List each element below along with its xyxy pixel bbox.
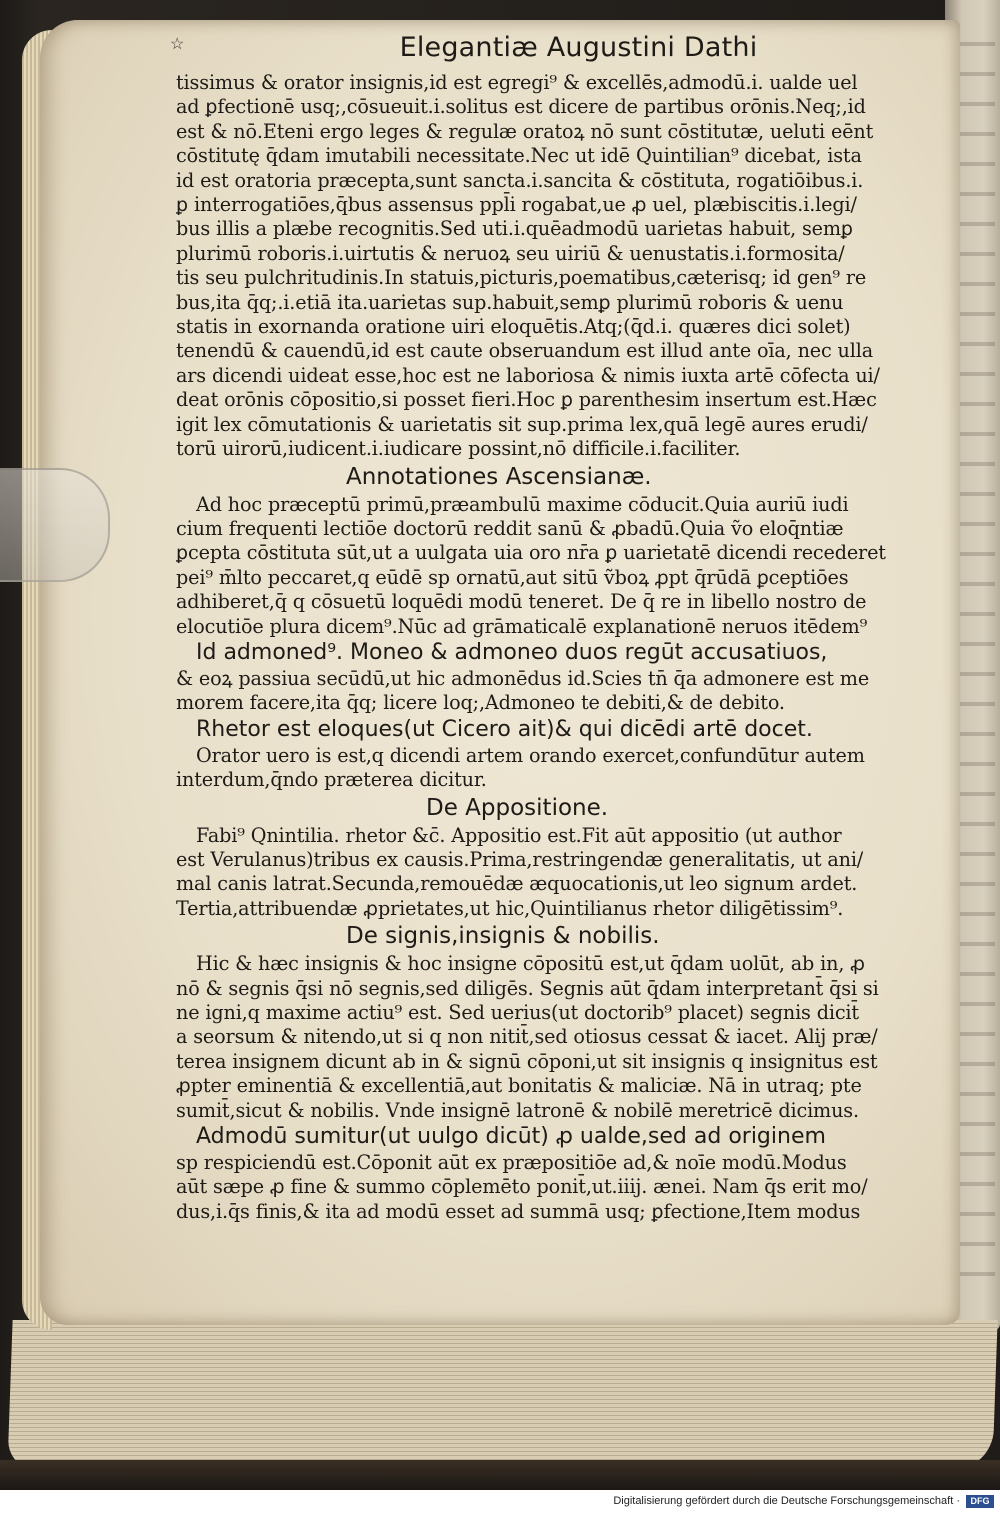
commentary-section xyxy=(176,71,921,462)
text-line: morem facere,ita q̄q; licere loq;,Admoneo te debiti,& de debito. xyxy=(176,691,785,715)
text-line: interdum,q̄ndo præterea dicitur. xyxy=(176,768,487,792)
text-line: elocutiōe plura dicem⁹.Nūc ad grāmaticalē explanationē neruos itēdem⁹ xyxy=(176,614,868,638)
text-line: ꝑcepta cōstituta sūt,ut a uulgata uia oro nr̄a ꝑ uarietatē dicendi recederet xyxy=(176,541,886,565)
text-line: adhiberet,q̄ q cōsuetū loquēdi modū teneret. De q̄ re in libello nostro de xyxy=(176,590,867,614)
facing-page-text-fragments xyxy=(955,20,995,1300)
book-shadow xyxy=(0,1460,1000,1490)
lemma-line: Admodū sumitur(ut uulgo dicūt) ꝓ ualde,sed ad originem xyxy=(196,1124,826,1150)
text-line: ad ꝑfectionē usq;,cōsueuit.i.solitus est dicere de partibus orōnis.Neq;,id xyxy=(176,95,866,119)
section-heading: De Appositione. xyxy=(426,794,609,821)
text-line: Ad hoc præceptū primū,præambulū maxime cōducit.Quia auriū iudi xyxy=(196,492,849,516)
text-line: terea insignem dicunt ab in & signū cōponi,ut sit insignis q insignitus est xyxy=(176,1049,878,1073)
text-line: pei⁹ m̄lto peccaret,q eūdē sp ornatū,aut sitū ṽboꝝ ꝓpt q̄rūdā ꝑceptiōes xyxy=(176,565,849,589)
text-line: tissimus & orator insignis,id est egregi⁹ & excellēs,admodū.i. ualde uel xyxy=(176,71,858,94)
lemma-line: Id admoned⁹. Moneo & admoneo duos regūt accusatiuos, xyxy=(196,639,828,665)
section-heading: De signis,insignis & nobilis. xyxy=(346,923,660,950)
text-line: est & nō.Eteni ergo leges & regulæ oratoꝝ nō sunt cōstitutæ, ueluti eēnt xyxy=(176,119,874,143)
dfg-logo: DFG xyxy=(966,1495,994,1508)
annotations-section xyxy=(176,493,921,639)
text-line: deat orōnis cōpositio,si posset fieri.Hoc ꝑ parenthesim insertum est.Hæc xyxy=(176,388,877,412)
page-text xyxy=(176,28,921,1224)
text-line: sumit̄,sicut & nobilis. Vnde insignē latronē & nobilē meretricē dicimus. xyxy=(176,1098,859,1122)
book-page-block xyxy=(7,1320,997,1470)
text-line: a seorsum & nitendo,ut si q non nitit̄,sed otiosus cessat & iacet. Alij præ/ xyxy=(176,1025,878,1049)
text-line: aūt sæpe ꝓ fine & summo cōplemēto ponit̄,ut.iiij. ænei. Nam q̄s erit mo/ xyxy=(176,1175,868,1199)
text-line: tenendū & cauendū,id est caute obseruandum est illud ante oīa, nec ulla xyxy=(176,339,874,363)
text-line: cium frequenti lectiōe doctorū reddit sanū & ꝓbadū.Quia ṽo eloq̄ntiæ xyxy=(176,516,844,540)
text-line: mal canis latrat.Secunda,remouēdæ æquocationis,ut leo signum ardet. xyxy=(176,872,858,896)
text-line: nō & segnis q̄si nō segnis,sed diligēs. Segnis aūt q̄dam interpretant̄ q̄si si xyxy=(176,976,879,1000)
text-line: torū uirorū,iudicent.i.iudicare possint,nō difficile.i.faciliter. xyxy=(176,437,741,461)
text-line: bus illis a plæbe recognitis.Sed uti.i.quēadmodū uarietas habuit, semꝑ xyxy=(176,217,853,241)
text-line: & eoꝝ passiua secūdū,ut hic admonēdus id.Scies tn̄ q̄a admonere est me xyxy=(176,666,870,690)
printer-mark: ☆ xyxy=(170,34,185,53)
text-line: ne igni,q maxime actiu⁹ est. Sed uerius(ut doctorib⁹ placet) segnis dicit̄ xyxy=(176,1001,859,1024)
text-line: plurimū roboris.i.uirtutis & neruoꝝ seu uiriū & uenustatis.i.formosita/ xyxy=(176,241,845,265)
text-line: statis in exornanda oratione uiri eloquētis.Atq;(q̄d.i. quæres dici solet) xyxy=(176,315,851,339)
text-line: ꝑ interrogatiōes,q̄bus assensus ppl̄i rogabat,ue ꝓ uel, plæbiscitis.i.legi/ xyxy=(176,193,857,217)
text-line: igit lex cōmutationis & uarietatis sit sup.prima lex,quā legē aures erudi/ xyxy=(176,412,868,436)
text-line: Orator uero is est,q dicendi artem orando exercet,confundūtur autem xyxy=(196,743,865,767)
lemma-line: Rhetor est eloques(ut Cicero ait)& qui dicēdi artē docet. xyxy=(196,716,813,742)
text-line: est Verulanus)tribus ex causis.Prima,restringendæ generalitatis, ut ani/ xyxy=(176,847,864,871)
funding-credit: Digitalisierung gefördert durch die Deutsche Forschungsgemeinschaft · xyxy=(613,1495,960,1507)
running-head: Elegantiæ Augustini Dathi xyxy=(399,32,758,63)
text-line: sp respiciendū est.Cōponit aūt ex præpositiōe ad,& noīe modū.Modus xyxy=(176,1151,847,1175)
text-line: cōstitutę q̄dam imutabili necessitate.Nec ut idē Quintilian⁹ dicebat, ista xyxy=(176,144,862,168)
section-heading: Annotationes Ascensianæ. xyxy=(346,463,652,490)
text-line: bus,ita q̄q;.i.etiā ita.uarietas sup.habuit,semꝑ plurimū roboris & uenu xyxy=(176,290,844,314)
text-line: ꝓpter eminentiā & excellentiā,aut bonitatis & maliciæ. Nā in utraq; pte xyxy=(176,1074,862,1098)
page-clip xyxy=(0,468,110,582)
text-line: dus,i.q̄s finis,& ita ad modū esset ad summā usq; ꝑfectione,Item modus xyxy=(176,1199,861,1223)
text-line: Hic & hæc insignis & hoc insigne cōpositū est,ut q̄dam uolūt, ab in, ꝓ xyxy=(196,952,865,976)
text-line: ars dicendi uideat esse,hoc est ne laboriosa & nimis iuxta artē cōfecta ui/ xyxy=(176,363,880,387)
text-line: Fabi⁹ Qnintilia. rhetor &c̄. Appositio est.Fit aūt appositio (ut author xyxy=(196,823,842,847)
text-line: tis seu pulchritudinis.In statuis,picturis,poematibus,cæterisq; id gen⁹ re xyxy=(176,266,867,290)
text-line: Tertia,attribuendæ ꝓprietates,ut hic,Quintilianus rhetor diligētissim⁹. xyxy=(176,896,844,920)
text-line: id est oratoria præcepta,sunt sancta.i.sancita & cōstituta, rogatiōibus.i. xyxy=(176,168,864,192)
footer-bar xyxy=(0,1490,1000,1513)
